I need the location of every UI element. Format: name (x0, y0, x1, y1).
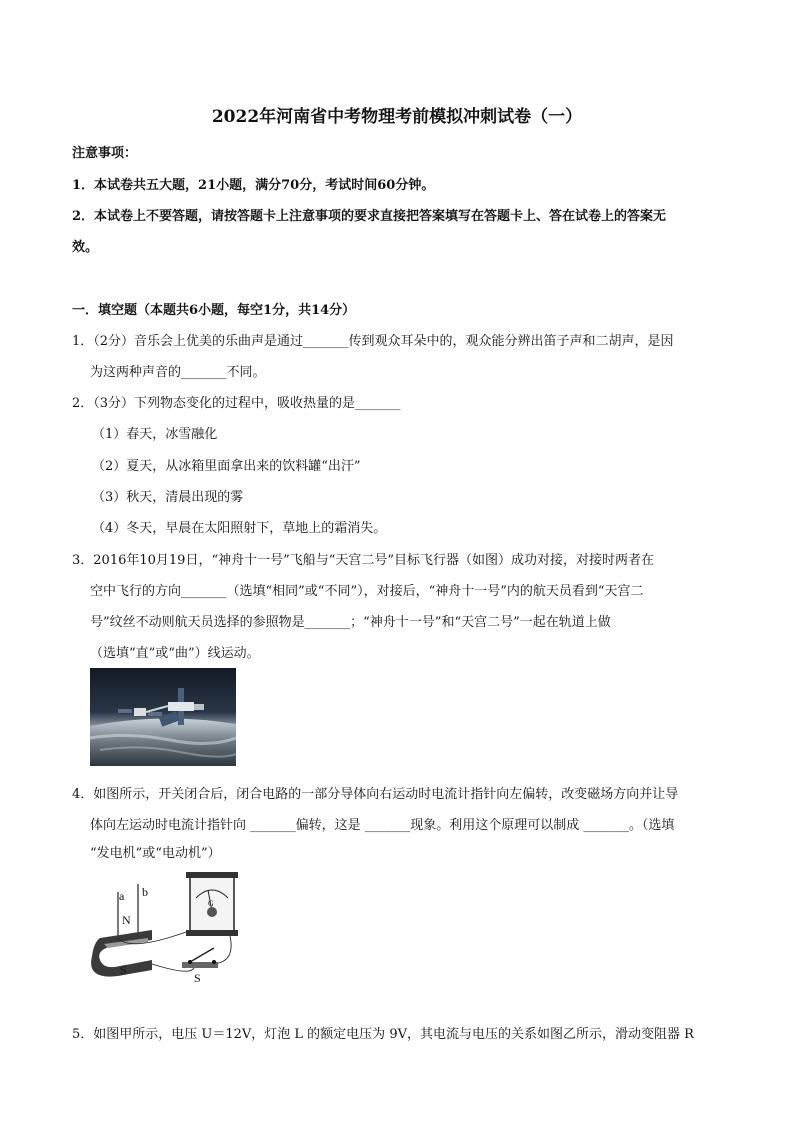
q2-option-1: （1）春天，冰雪融化 (92, 427, 218, 442)
q4-line-1: 4．如图所示，开关闭合后，闭合电路的一部分导体向右运动时电流计指针向左偏转，改变磁场方向并让导 (72, 787, 679, 802)
q4-line-2: 体向左运动时电流计指针向 _______偏转，这是 _______现象。利用这个原理可以制成 _______。（选填 (90, 818, 675, 833)
notes-heading: 注意事项： (72, 146, 138, 161)
q2-option-3: （3）秋天，清晨出现的雾 (92, 490, 244, 505)
note-2-line-1: 2．本试卷上不要答题，请按答题卡上注意事项的要求直接把答案填写在答题卡上、答在试卷上的答案无 (72, 209, 667, 224)
q1-line-2: 为这两种声音的_______不同。 (90, 365, 266, 380)
section-heading: 一．填空题（本题共6小题，每空1分，共14分） (72, 303, 356, 318)
q3-line-2: 空中飞行的方向_______（选填“相同”或“不同”），对接后，“神舟十一号”内的航天员看到“天宫二 (90, 584, 644, 599)
note-2-line-2: 效。 (72, 240, 99, 255)
q3-line-3: 号”纹丝不动则航天员选择的参照物是_______；“神舟十一号”和“天宫二号”一起在轨道上做 (90, 615, 611, 630)
label-s-magnet: S (120, 963, 127, 977)
note-1: 1．本试卷共五大题，21小题，满分70分，考试时间60分钟。 (72, 178, 435, 193)
q5-line-1: 5．如图甲所示，电压 U＝12V，灯泡 L 的额定电压为 9V，其电流与电压的关系如图乙所示，滑动变阻器 R (72, 1027, 694, 1042)
q3-line-1: 3．2016年10月19日，“神舟十一号”飞船与“天宫二号”目标飞行器（如图）成功对接，对接时两者在 (72, 553, 655, 568)
paper-title: 2022年河南省中考物理考前模拟冲刺试卷（一） (211, 107, 583, 127)
q4-circuit-figure (90, 868, 240, 986)
label-s-switch: S (194, 971, 201, 985)
q4-line-3: “发电机”或“电动机”） (90, 846, 221, 861)
q2-stem: 2．（3分）下列物态变化的过程中，吸收热量的是_______ (72, 396, 401, 411)
q3-spacecraft-photo (90, 668, 236, 766)
label-g: G (208, 899, 214, 908)
label-b: b (142, 885, 148, 899)
q2-option-4: （4）冬天，早晨在太阳照射下，草地上的霜消失。 (92, 521, 387, 536)
q2-option-2: （2）夏天，从冰箱里面拿出来的饮料罐“出汗” (92, 459, 361, 474)
label-a: a (119, 889, 125, 903)
q3-line-4: （选填“直”或“曲”）线运动。 (90, 646, 260, 661)
q1-line-1: 1．（2分）音乐会上优美的乐曲声是通过_______传到观众耳朵中的，观众能分辨出笛子声和二胡声，是因 (72, 334, 674, 349)
label-n: N (122, 913, 131, 927)
